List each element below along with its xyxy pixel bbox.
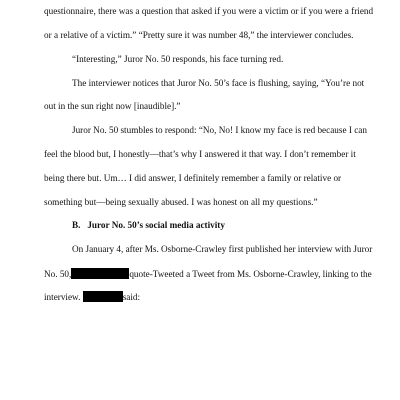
body-line-1: questionnaire, there was a question that asked if you were a victim or if you were a friend	[44, 6, 374, 16]
body-line-12-start: interview.	[44, 292, 81, 302]
body-line-5: out in the sun right now [inaudible].”	[44, 101, 181, 111]
body-line-11-start: No. 50,	[44, 269, 72, 279]
body-line-6: Juror No. 50 stumbles to respond: “No, No! I know my face is red because I can	[72, 125, 367, 135]
redaction-bar	[83, 291, 123, 302]
body-line-11-end: quote-Tweeted a Tweet from Ms. Osborne-Crawley, linking to the	[129, 269, 372, 279]
body-line-7: feel the blood but, I honestly—that’s why I answered it that way. I don’t remember it	[44, 149, 356, 159]
section-heading: B. Juror No. 50’s social media activity	[72, 220, 225, 230]
body-line-12-end: said:	[122, 292, 141, 302]
body-line-11	[44, 268, 372, 280]
body-line-8: being there but. Um… I did answer, I definitely remember a family or relative or	[44, 173, 342, 183]
body-line-2: or a relative of a victim.” “Pretty sure it was number 48,” the interviewer concludes.	[44, 30, 354, 40]
body-line-10: On January 4, after Ms. Osborne-Crawley first published her interview with Juror	[72, 244, 373, 254]
body-line-4: The interviewer notices that Juror No. 50’s face is flushing, saying, “You’re not	[72, 78, 365, 88]
redaction-bar	[71, 268, 129, 279]
body-line-12	[44, 291, 140, 303]
body-line-9: something but—being sexually abused. I was honest on all my questions.”	[44, 197, 318, 207]
body-line-3: “Interesting,” Juror No. 50 responds, his face turning red.	[72, 54, 284, 64]
